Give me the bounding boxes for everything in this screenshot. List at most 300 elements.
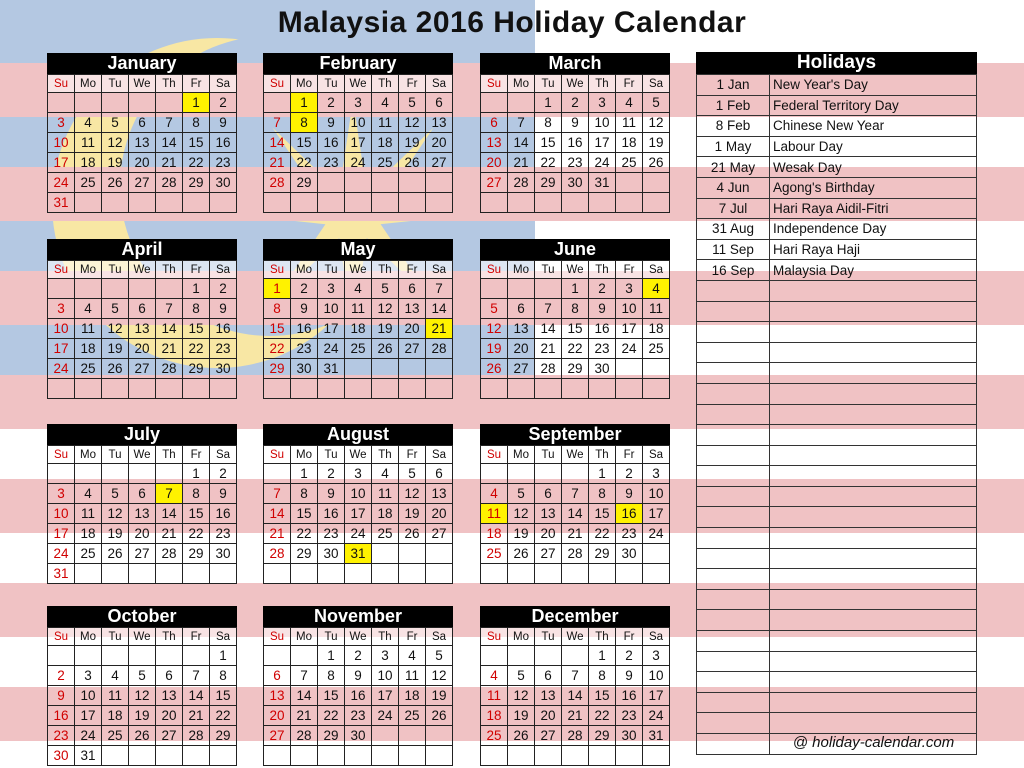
- day-cell: 2: [291, 279, 318, 299]
- day-cell: 30: [616, 544, 643, 564]
- day-cell: 13: [129, 319, 156, 339]
- day-cell: 15: [183, 133, 210, 153]
- empty-day-cell: [345, 379, 372, 399]
- day-cell: 28: [508, 173, 535, 193]
- weekday-label: Sa: [643, 628, 670, 646]
- month-grid: [480, 627, 670, 766]
- empty-day-cell: [643, 544, 670, 564]
- weekday-label: Th: [589, 446, 616, 464]
- empty-day-cell: [508, 746, 535, 766]
- day-cell: 25: [372, 524, 399, 544]
- empty-day-cell: [399, 564, 426, 584]
- weekday-label: Su: [481, 261, 508, 279]
- empty-day-cell: [372, 564, 399, 584]
- day-cell: 22: [589, 706, 616, 726]
- weekday-label: Mo: [75, 446, 102, 464]
- weekday-label: Sa: [643, 261, 670, 279]
- day-cell: 29: [535, 173, 562, 193]
- day-cell: 5: [372, 279, 399, 299]
- day-cell: 7: [291, 666, 318, 686]
- day-cell: 30: [48, 746, 75, 766]
- empty-day-cell: [399, 379, 426, 399]
- day-cell: 9: [616, 484, 643, 504]
- weekday-label: Tu: [102, 628, 129, 646]
- day-cell: 19: [643, 133, 670, 153]
- empty-day-cell: [264, 93, 291, 113]
- day-cell: 13: [264, 686, 291, 706]
- empty-holiday-row: [697, 631, 977, 652]
- month-may: [263, 239, 453, 399]
- day-cell: 1: [183, 279, 210, 299]
- day-cell: 16: [589, 319, 616, 339]
- day-cell: 21: [535, 339, 562, 359]
- day-cell: 5: [399, 93, 426, 113]
- empty-holiday-row: [697, 404, 977, 425]
- day-cell: 17: [372, 686, 399, 706]
- day-cell: 17: [75, 706, 102, 726]
- holiday-date: [697, 486, 770, 507]
- empty-holiday-row: [697, 445, 977, 466]
- holiday-date: 21 May: [697, 157, 770, 178]
- weekday-label: Su: [264, 75, 291, 93]
- month-april: [47, 239, 237, 399]
- day-cell: 28: [156, 173, 183, 193]
- day-cell: 19: [102, 339, 129, 359]
- day-cell: 28: [426, 339, 453, 359]
- empty-day-cell: [156, 464, 183, 484]
- day-cell: 19: [508, 524, 535, 544]
- holiday-date: 11 Sep: [697, 239, 770, 260]
- day-cell: 25: [399, 706, 426, 726]
- month-heading: September: [480, 424, 670, 445]
- day-cell: 23: [345, 706, 372, 726]
- day-cell: 28: [156, 544, 183, 564]
- holiday-name: Wesak Day: [770, 157, 977, 178]
- day-cell: 14: [156, 133, 183, 153]
- holiday-row: [697, 198, 977, 219]
- day-cell: 28: [264, 544, 291, 564]
- weekday-label: Th: [156, 261, 183, 279]
- day-cell: 17: [616, 319, 643, 339]
- day-cell: 17: [345, 133, 372, 153]
- day-cell: 8: [291, 113, 318, 133]
- day-cell: 8: [183, 113, 210, 133]
- month-grid: [263, 260, 453, 399]
- empty-day-cell: [426, 193, 453, 213]
- empty-holiday-row: [697, 692, 977, 713]
- empty-day-cell: [264, 564, 291, 584]
- day-cell: 1: [264, 279, 291, 299]
- day-cell: 8: [589, 666, 616, 686]
- empty-day-cell: [264, 193, 291, 213]
- day-cell: 29: [291, 544, 318, 564]
- empty-day-cell: [508, 464, 535, 484]
- empty-day-cell: [48, 646, 75, 666]
- weekday-label: Sa: [426, 628, 453, 646]
- empty-day-cell: [264, 646, 291, 666]
- day-cell: 3: [643, 464, 670, 484]
- day-cell: 16: [210, 133, 237, 153]
- weekday-label: Th: [156, 446, 183, 464]
- weekday-label: We: [562, 446, 589, 464]
- day-cell: 9: [210, 484, 237, 504]
- day-cell: 29: [318, 726, 345, 746]
- empty-day-cell: [535, 564, 562, 584]
- day-cell: 21: [291, 706, 318, 726]
- day-cell: 26: [102, 173, 129, 193]
- day-cell: 29: [589, 726, 616, 746]
- holiday-date: [697, 713, 770, 734]
- day-cell: 31: [48, 564, 75, 584]
- day-cell: 16: [616, 504, 643, 524]
- holiday-name: Independence Day: [770, 219, 977, 240]
- holiday-date: [697, 363, 770, 384]
- empty-day-cell: [372, 359, 399, 379]
- day-cell: 7: [562, 484, 589, 504]
- empty-day-cell: [129, 464, 156, 484]
- empty-day-cell: [183, 564, 210, 584]
- month-heading: February: [263, 53, 453, 74]
- day-cell: 28: [562, 726, 589, 746]
- empty-day-cell: [318, 564, 345, 584]
- empty-day-cell: [75, 464, 102, 484]
- day-cell: 7: [264, 113, 291, 133]
- day-cell: 17: [345, 504, 372, 524]
- holiday-date: [697, 507, 770, 528]
- empty-day-cell: [481, 464, 508, 484]
- holidays-panel: [696, 52, 977, 755]
- weekday-label: Sa: [210, 75, 237, 93]
- day-cell: 7: [426, 279, 453, 299]
- empty-holiday-row: [697, 589, 977, 610]
- holiday-date: [697, 466, 770, 487]
- empty-holiday-row: [697, 569, 977, 590]
- day-cell: 10: [318, 299, 345, 319]
- day-cell: 13: [399, 299, 426, 319]
- weekday-label: Th: [156, 75, 183, 93]
- day-cell: 2: [48, 666, 75, 686]
- day-cell: 10: [589, 113, 616, 133]
- day-cell: 16: [318, 504, 345, 524]
- empty-day-cell: [562, 646, 589, 666]
- day-cell: 22: [264, 339, 291, 359]
- day-cell: 3: [345, 93, 372, 113]
- empty-day-cell: [183, 379, 210, 399]
- day-cell: 26: [399, 524, 426, 544]
- empty-day-cell: [426, 173, 453, 193]
- day-cell: 27: [129, 359, 156, 379]
- holiday-name: Hari Raya Haji: [770, 239, 977, 260]
- day-cell: 1: [210, 646, 237, 666]
- month-march: [480, 53, 670, 213]
- day-cell: 21: [562, 524, 589, 544]
- weekday-label: Tu: [102, 261, 129, 279]
- weekday-label: Sa: [210, 446, 237, 464]
- empty-day-cell: [291, 646, 318, 666]
- day-cell: 5: [102, 484, 129, 504]
- day-cell: 17: [48, 524, 75, 544]
- day-cell: 19: [102, 153, 129, 173]
- day-cell: 5: [102, 299, 129, 319]
- day-cell: 2: [210, 93, 237, 113]
- empty-day-cell: [426, 746, 453, 766]
- holiday-row: [697, 260, 977, 281]
- empty-day-cell: [589, 746, 616, 766]
- day-cell: 29: [264, 359, 291, 379]
- day-cell: 24: [48, 359, 75, 379]
- day-cell: 12: [102, 133, 129, 153]
- day-cell: 18: [399, 686, 426, 706]
- weekday-label: Fr: [399, 628, 426, 646]
- weekday-label: We: [129, 261, 156, 279]
- holiday-name: [770, 301, 977, 322]
- weekday-label: Tu: [318, 261, 345, 279]
- day-cell: 15: [589, 504, 616, 524]
- empty-day-cell: [616, 379, 643, 399]
- day-cell: 24: [75, 726, 102, 746]
- day-cell: 11: [75, 504, 102, 524]
- empty-day-cell: [508, 379, 535, 399]
- month-heading: December: [480, 606, 670, 627]
- day-cell: 12: [643, 113, 670, 133]
- day-cell: 2: [210, 279, 237, 299]
- empty-day-cell: [48, 93, 75, 113]
- holiday-date: 1 Feb: [697, 95, 770, 116]
- holiday-name: [770, 425, 977, 446]
- day-cell: 6: [426, 93, 453, 113]
- empty-day-cell: [589, 193, 616, 213]
- holiday-date: [697, 569, 770, 590]
- weekday-label: Mo: [291, 628, 318, 646]
- day-cell: 13: [426, 113, 453, 133]
- weekday-label: Tu: [535, 446, 562, 464]
- day-cell: 25: [75, 173, 102, 193]
- day-cell: 2: [616, 464, 643, 484]
- month-november: [263, 606, 453, 766]
- weekday-label: Su: [264, 261, 291, 279]
- day-cell: 7: [508, 113, 535, 133]
- weekday-label: Tu: [535, 75, 562, 93]
- day-cell: 10: [345, 484, 372, 504]
- day-cell: 3: [48, 484, 75, 504]
- empty-day-cell: [291, 193, 318, 213]
- day-cell: 6: [535, 666, 562, 686]
- empty-day-cell: [345, 173, 372, 193]
- day-cell: 6: [156, 666, 183, 686]
- empty-day-cell: [562, 193, 589, 213]
- weekday-label: We: [562, 628, 589, 646]
- day-cell: 23: [589, 339, 616, 359]
- day-cell: 31: [345, 544, 372, 564]
- holiday-date: 1 May: [697, 136, 770, 157]
- weekday-label: Su: [264, 628, 291, 646]
- day-cell: 15: [183, 504, 210, 524]
- holiday-date: [697, 301, 770, 322]
- day-cell: 9: [318, 484, 345, 504]
- day-cell: 14: [508, 133, 535, 153]
- empty-holiday-row: [697, 713, 977, 734]
- empty-holiday-row: [697, 280, 977, 301]
- day-cell: 23: [616, 524, 643, 544]
- holiday-name: [770, 342, 977, 363]
- day-cell: 2: [210, 464, 237, 484]
- day-cell: 27: [426, 524, 453, 544]
- day-cell: 31: [589, 173, 616, 193]
- holiday-date: [697, 589, 770, 610]
- day-cell: 4: [643, 279, 670, 299]
- weekday-label: Fr: [399, 75, 426, 93]
- holiday-name: [770, 486, 977, 507]
- day-cell: 1: [183, 93, 210, 113]
- month-december: [480, 606, 670, 766]
- weekday-label: Fr: [399, 261, 426, 279]
- day-cell: 21: [156, 524, 183, 544]
- empty-day-cell: [264, 379, 291, 399]
- empty-day-cell: [48, 379, 75, 399]
- empty-day-cell: [399, 359, 426, 379]
- weekday-label: Mo: [291, 75, 318, 93]
- weekday-label: Su: [264, 446, 291, 464]
- month-grid: [263, 445, 453, 584]
- empty-day-cell: [156, 746, 183, 766]
- weekday-label: Th: [589, 628, 616, 646]
- day-cell: 7: [156, 299, 183, 319]
- day-cell: 16: [616, 686, 643, 706]
- empty-day-cell: [129, 279, 156, 299]
- empty-day-cell: [129, 646, 156, 666]
- month-grid: [47, 260, 237, 399]
- day-cell: 29: [210, 726, 237, 746]
- empty-day-cell: [426, 379, 453, 399]
- holiday-name: [770, 589, 977, 610]
- day-cell: 12: [426, 666, 453, 686]
- day-cell: 12: [102, 504, 129, 524]
- empty-day-cell: [426, 544, 453, 564]
- day-cell: 26: [508, 544, 535, 564]
- day-cell: 29: [291, 173, 318, 193]
- day-cell: 20: [535, 524, 562, 544]
- empty-day-cell: [562, 464, 589, 484]
- day-cell: 8: [589, 484, 616, 504]
- empty-day-cell: [372, 726, 399, 746]
- empty-holiday-row: [697, 548, 977, 569]
- month-september: [480, 424, 670, 584]
- empty-day-cell: [481, 279, 508, 299]
- day-cell: 19: [399, 133, 426, 153]
- holiday-name: [770, 528, 977, 549]
- empty-day-cell: [426, 564, 453, 584]
- day-cell: 28: [562, 544, 589, 564]
- weekday-label: Th: [372, 75, 399, 93]
- day-cell: 10: [48, 504, 75, 524]
- day-cell: 6: [129, 113, 156, 133]
- day-cell: 4: [616, 93, 643, 113]
- day-cell: 22: [562, 339, 589, 359]
- day-cell: 25: [75, 359, 102, 379]
- day-cell: 8: [535, 113, 562, 133]
- holiday-name: Federal Territory Day: [770, 95, 977, 116]
- weekday-label: Sa: [210, 261, 237, 279]
- weekday-label: Sa: [426, 446, 453, 464]
- empty-day-cell: [643, 359, 670, 379]
- month-january: [47, 53, 237, 213]
- day-cell: 13: [508, 319, 535, 339]
- day-cell: 9: [291, 299, 318, 319]
- holiday-date: [697, 610, 770, 631]
- day-cell: 27: [481, 173, 508, 193]
- day-cell: 1: [589, 646, 616, 666]
- day-cell: 13: [129, 504, 156, 524]
- weekday-label: We: [129, 628, 156, 646]
- holiday-row: [697, 75, 977, 96]
- day-cell: 27: [399, 339, 426, 359]
- empty-day-cell: [508, 193, 535, 213]
- weekday-label: Tu: [318, 628, 345, 646]
- day-cell: 18: [75, 153, 102, 173]
- month-heading: January: [47, 53, 237, 74]
- empty-day-cell: [643, 173, 670, 193]
- empty-day-cell: [210, 379, 237, 399]
- day-cell: 25: [481, 544, 508, 564]
- holiday-date: [697, 651, 770, 672]
- empty-day-cell: [481, 646, 508, 666]
- month-grid: [480, 74, 670, 213]
- day-cell: 28: [183, 726, 210, 746]
- day-cell: 21: [183, 706, 210, 726]
- day-cell: 21: [156, 339, 183, 359]
- day-cell: 18: [75, 524, 102, 544]
- weekday-label: Su: [48, 628, 75, 646]
- day-cell: 10: [48, 133, 75, 153]
- day-cell: 12: [102, 319, 129, 339]
- day-cell: 18: [481, 706, 508, 726]
- day-cell: 14: [535, 319, 562, 339]
- day-cell: 23: [210, 339, 237, 359]
- day-cell: 26: [102, 359, 129, 379]
- day-cell: 8: [562, 299, 589, 319]
- day-cell: 31: [643, 726, 670, 746]
- empty-day-cell: [318, 173, 345, 193]
- weekday-label: We: [129, 75, 156, 93]
- weekday-label: Fr: [616, 628, 643, 646]
- day-cell: 11: [372, 113, 399, 133]
- empty-holiday-row: [697, 322, 977, 343]
- day-cell: 17: [643, 686, 670, 706]
- day-cell: 16: [210, 504, 237, 524]
- day-cell: 27: [264, 726, 291, 746]
- day-cell: 21: [264, 524, 291, 544]
- day-cell: 20: [129, 153, 156, 173]
- day-cell: 8: [183, 484, 210, 504]
- day-cell: 9: [616, 666, 643, 686]
- empty-day-cell: [291, 746, 318, 766]
- day-cell: 11: [643, 299, 670, 319]
- empty-day-cell: [318, 193, 345, 213]
- day-cell: 12: [399, 113, 426, 133]
- day-cell: 21: [426, 319, 453, 339]
- day-cell: 26: [426, 706, 453, 726]
- day-cell: 7: [183, 666, 210, 686]
- day-cell: 20: [535, 706, 562, 726]
- holiday-date: 7 Jul: [697, 198, 770, 219]
- weekday-label: Su: [481, 628, 508, 646]
- month-grid: [47, 627, 237, 766]
- empty-day-cell: [129, 193, 156, 213]
- day-cell: 26: [481, 359, 508, 379]
- empty-day-cell: [102, 746, 129, 766]
- weekday-label: Mo: [75, 75, 102, 93]
- empty-day-cell: [156, 564, 183, 584]
